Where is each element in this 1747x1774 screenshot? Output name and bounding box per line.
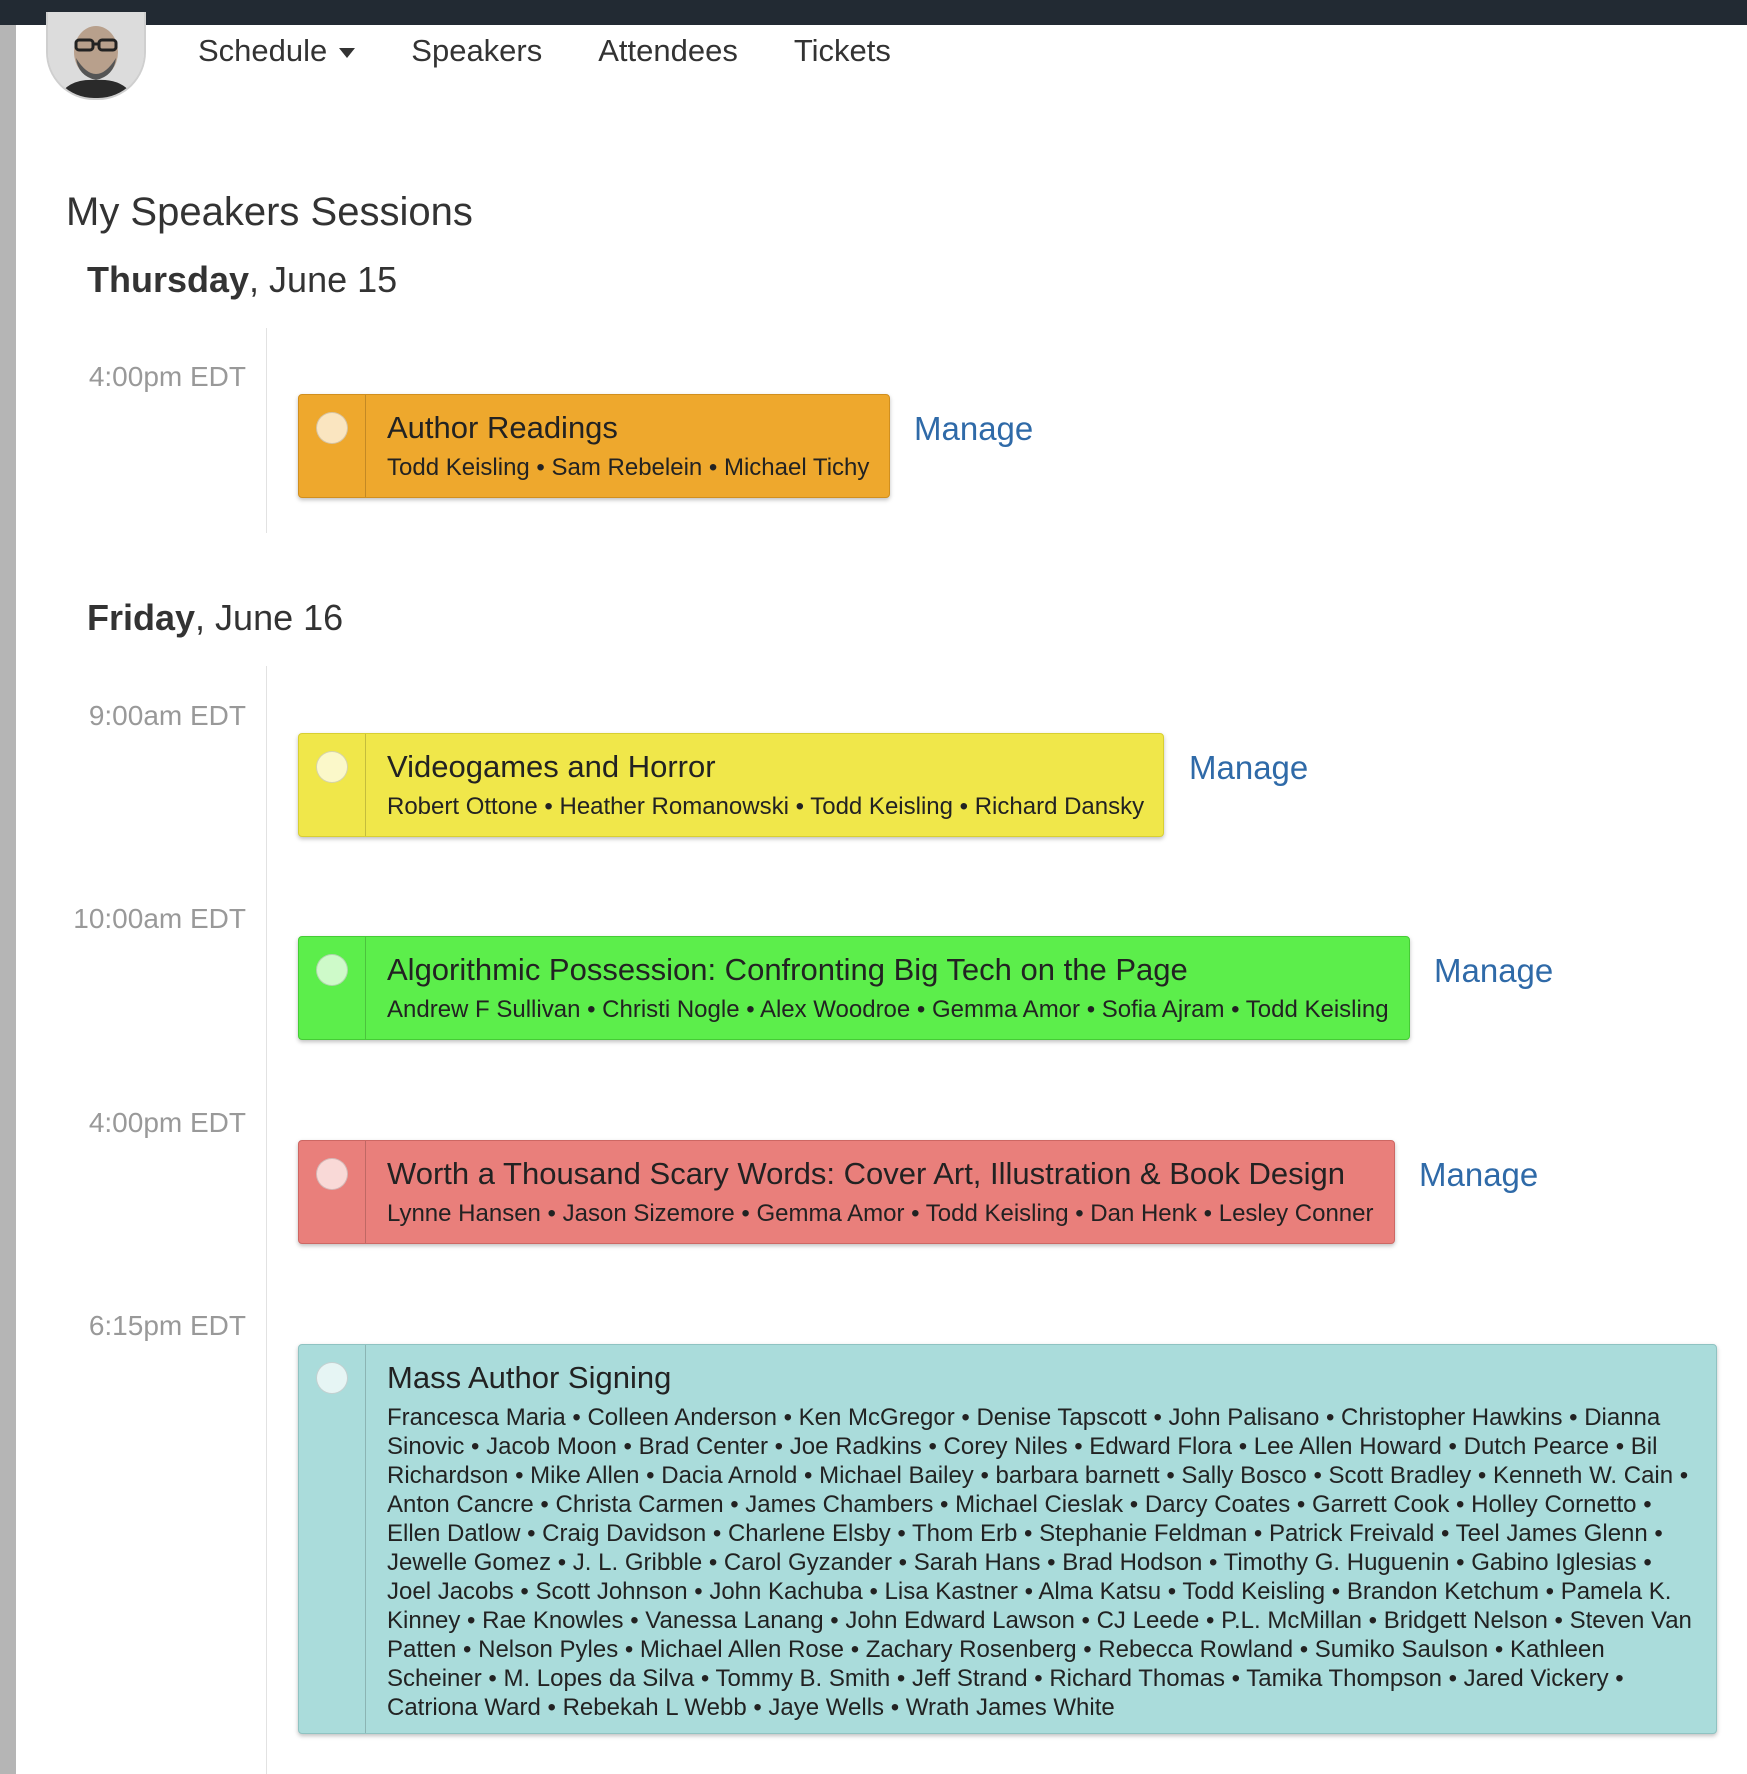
card-strip bbox=[299, 1345, 366, 1733]
session-time: 4:00pm EDT bbox=[88, 361, 246, 392]
session-card-algorithmic-possession[interactable] bbox=[298, 936, 1410, 1040]
session-card-author-readings[interactable] bbox=[298, 394, 890, 498]
day-heading-thursday bbox=[87, 258, 397, 302]
nav-speakers[interactable] bbox=[411, 30, 542, 72]
day-weekday: Thursday bbox=[87, 259, 250, 300]
avatar[interactable] bbox=[46, 12, 146, 100]
status-dot-icon[interactable] bbox=[316, 1362, 348, 1394]
timeline-divider bbox=[266, 666, 267, 1774]
status-dot-icon[interactable] bbox=[316, 1158, 348, 1190]
session-title: Mass Author Signing bbox=[387, 1360, 672, 1395]
browser-top-bar bbox=[0, 0, 1747, 25]
card-strip bbox=[299, 937, 366, 1039]
nav-schedule-label: Schedule bbox=[198, 33, 328, 68]
page-title: My Speakers Sessions bbox=[66, 190, 473, 234]
session-card-thousand-scary-words[interactable] bbox=[298, 1140, 1395, 1244]
nav-tickets[interactable] bbox=[794, 30, 891, 72]
session-speakers: Lynne Hansen • Jason Sizemore • Gemma Amor • Todd Keisling • Dan Henk • Lesley Conner bbox=[387, 1200, 1374, 1227]
day-heading-friday bbox=[87, 596, 343, 640]
session-speakers: Todd Keisling • Sam Rebelein • Michael Tichy bbox=[387, 454, 870, 481]
status-dot-icon[interactable] bbox=[316, 412, 348, 444]
manage-link[interactable]: Manage bbox=[1434, 952, 1554, 989]
left-edge-bar bbox=[0, 25, 16, 1774]
session-speakers: Andrew F Sullivan • Christi Nogle • Alex Woodroe • Gemma Amor • Sofia Ajram • Todd Keisling bbox=[387, 996, 1389, 1023]
session-time: 6:15pm EDT bbox=[88, 1310, 246, 1341]
session-speakers: Robert Ottone • Heather Romanowski • Todd Keisling • Richard Dansky bbox=[387, 793, 1145, 820]
caret-down-icon bbox=[339, 48, 355, 58]
day-date: , June 15 bbox=[249, 259, 398, 300]
card-strip bbox=[299, 1141, 366, 1243]
session-card-videogames-horror[interactable] bbox=[298, 733, 1164, 837]
day-weekday: Friday bbox=[87, 597, 196, 638]
manage-link[interactable]: Manage bbox=[1189, 749, 1309, 786]
session-title: Author Readings bbox=[387, 410, 618, 445]
session-title: Worth a Thousand Scary Words: Cover Art, Illustration & Book Design bbox=[387, 1156, 1345, 1191]
session-time: 10:00am EDT bbox=[73, 903, 246, 934]
card-strip bbox=[299, 395, 366, 497]
status-dot-icon[interactable] bbox=[316, 751, 348, 783]
session-title: Algorithmic Possession: Confronting Big Tech on the Page bbox=[387, 952, 1188, 987]
session-title: Videogames and Horror bbox=[387, 749, 716, 784]
nav-speakers-label: Speakers bbox=[411, 33, 543, 68]
card-strip bbox=[299, 734, 366, 836]
nav-tickets-label: Tickets bbox=[793, 33, 891, 68]
session-card-mass-author-signing[interactable] bbox=[298, 1344, 1717, 1734]
session-speakers: Francesca Maria • Colleen Anderson • Ken McGregor • Denise Tapscott • John Palisano • Christopher Hawkins • Dianna Sinovic • Jacob Moon • Brad Center • Joe Radkins • Corey Niles • Edward Flora • Lee Allen Howard • Dutch Pearce • Bil Richardson • Mike Allen • Dacia Arnold • Michael Bailey • barbara barnett • Sally Bosco • Scott Bradley • Kenneth W. Cain • Anton Cancre • Christa Carmen • James Chambers • Michael Cieslak • Darcy Coates • Garrett Cook • Holley Cornetto • Ellen Datlow • Craig Davidson • Charlene Elsby • Thom Erb • Stephanie Feldman • Patrick Freivald • Teel James Glenn • Jewelle Gomez • J. L. Gribble • Carol Gyzander • Sarah Hans • Brad Hodson • Timothy G. Huguenin • Gabino Iglesias • Joel Jacobs • Scott Johnson • John Kachuba • Lisa Kastner • Alma Katsu • Todd Keisling • Brandon Ketchum • Pamela K. Kinney • Rae Knowles • Vanessa Lanang • John Edward Lawson • CJ Leede • P.L. McMillan • Bridgett Nelson • Steven Van Patten • Nelson Pyles • Michael Allen Rose • Zachary Rosenberg • Rebecca Rowland • Sumiko Saulson • Kathleen Scheiner • M. Lopes da Silva • Tommy B. Smith • Jeff Strand • Richard Thomas • Tamika Thompson • Jared Vickery • Catriona Ward • Rebekah L Webb • Jaye Wells • Wrath James White bbox=[387, 1404, 1692, 1721]
timeline-divider bbox=[266, 328, 267, 533]
nav-attendees-label: Attendees bbox=[598, 33, 738, 68]
session-time: 9:00am EDT bbox=[88, 700, 246, 731]
nav-attendees[interactable] bbox=[598, 30, 738, 72]
session-time: 4:00pm EDT bbox=[88, 1107, 246, 1138]
status-dot-icon[interactable] bbox=[316, 954, 348, 986]
manage-link[interactable]: Manage bbox=[914, 410, 1034, 447]
top-nav bbox=[198, 30, 947, 72]
manage-link[interactable]: Manage bbox=[1419, 1156, 1539, 1193]
nav-schedule[interactable] bbox=[198, 30, 355, 72]
day-date: , June 16 bbox=[195, 597, 344, 638]
user-photo-icon bbox=[48, 12, 144, 98]
